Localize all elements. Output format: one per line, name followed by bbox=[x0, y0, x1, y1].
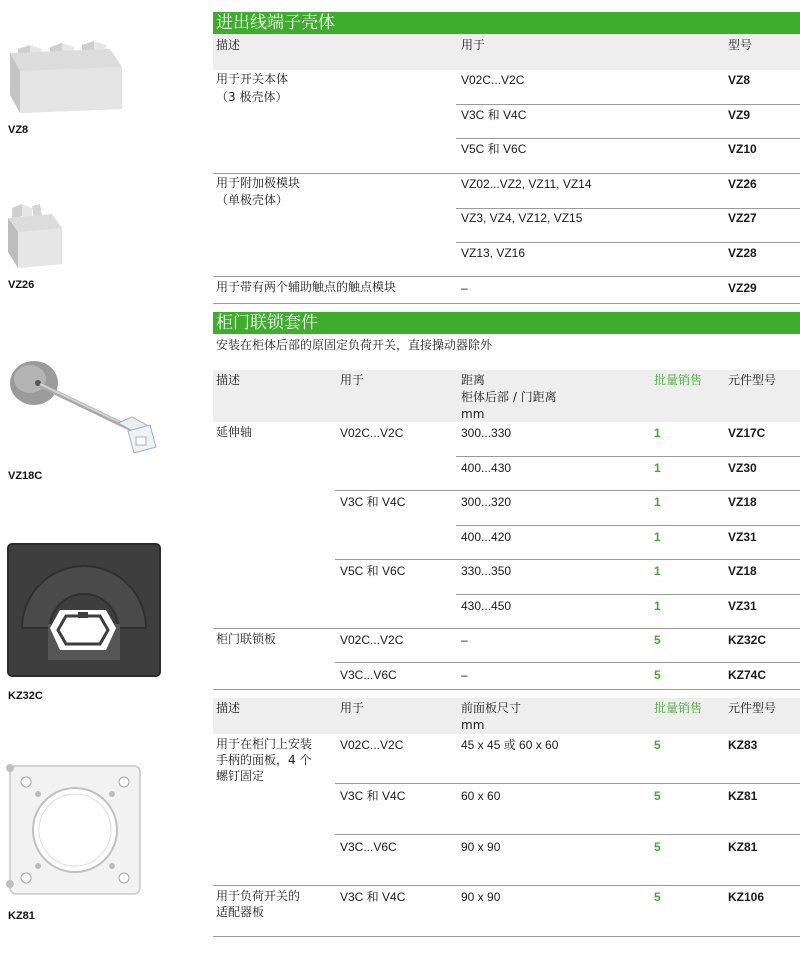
s1-row0-model: VZ8 bbox=[728, 73, 751, 87]
s1-rule-0 bbox=[456, 104, 800, 105]
s2-header-desc: 描述 bbox=[216, 373, 241, 387]
s2-header2-for: 用于 bbox=[340, 701, 365, 715]
vz18c-caption: VZ18C bbox=[8, 470, 43, 482]
s2-row2-dist: 300...320 bbox=[461, 495, 512, 509]
s2-rule-7 bbox=[213, 689, 800, 690]
vz26-image bbox=[0, 200, 70, 270]
s1-rule-2 bbox=[213, 173, 800, 174]
kz81-caption: KZ81 bbox=[8, 910, 35, 922]
s2b-row2-model: KZ81 bbox=[728, 840, 758, 854]
s2-header2-model: 元件型号 bbox=[728, 701, 777, 715]
s2b-row0-desc3: 螺钉固定 bbox=[216, 769, 265, 783]
s2b-rule-3 bbox=[213, 936, 800, 937]
s2-rule-1 bbox=[335, 490, 800, 491]
s2-row7-dist: – bbox=[461, 668, 468, 682]
s2-row6-qty: 5 bbox=[654, 633, 661, 647]
s2b-row0-model: KZ83 bbox=[728, 738, 758, 752]
s2-row4-for: V5C 和 V6C bbox=[340, 564, 406, 578]
s2-row1-qty: 1 bbox=[654, 461, 661, 475]
s2-header2-size2: mm bbox=[461, 718, 485, 732]
s2-row0-qty: 1 bbox=[654, 426, 661, 440]
s2b-row0-qty: 5 bbox=[654, 738, 661, 752]
vz26-caption: VZ26 bbox=[8, 279, 35, 291]
s2-row6-model: KZ32C bbox=[728, 633, 767, 647]
s2-row1-model: VZ30 bbox=[728, 461, 757, 475]
s1-row1-for: V3C 和 V4C bbox=[461, 108, 527, 122]
kz32c-caption: KZ32C bbox=[8, 690, 43, 702]
section1-header-band bbox=[213, 34, 800, 70]
s2-row0-dist: 300...330 bbox=[461, 426, 512, 440]
s2-header-model: 元件型号 bbox=[728, 373, 777, 387]
s2-header2-qty: 批量销售 bbox=[654, 701, 703, 715]
s2-row7-qty: 5 bbox=[654, 668, 661, 682]
s2-row4-qty: 1 bbox=[654, 564, 661, 578]
s2b-row0-for: V02C...V2C bbox=[340, 738, 404, 752]
s2-rule-4 bbox=[456, 594, 800, 595]
s2b-rule-1 bbox=[335, 834, 800, 835]
s2-row3-dist: 400...420 bbox=[461, 530, 512, 544]
s2-rule-5 bbox=[213, 628, 800, 629]
vz8-caption: VZ8 bbox=[8, 124, 29, 136]
s2b-row2-qty: 5 bbox=[654, 840, 661, 854]
s2-rule-6 bbox=[335, 662, 800, 663]
s2-row3-model: VZ31 bbox=[728, 530, 757, 544]
s2b-row0-size: 45 x 45 或 60 x 60 bbox=[461, 738, 559, 752]
s2-row2-for: V3C 和 V4C bbox=[340, 495, 406, 509]
s2-row5-model: VZ31 bbox=[728, 599, 757, 613]
s2-rule-0 bbox=[456, 456, 800, 457]
s1-row1-model: VZ9 bbox=[728, 108, 751, 122]
vz8-image bbox=[0, 35, 130, 120]
s1-rule-4 bbox=[456, 242, 800, 243]
s1-row2-for: V5C 和 V6C bbox=[461, 142, 527, 156]
s1-row0-for: V02C...V2C bbox=[461, 73, 525, 87]
s2b-rule-2 bbox=[213, 885, 800, 886]
s1-row3-desc2: （单极壳体） bbox=[216, 193, 289, 207]
s2-row7-for: V3C...V6C bbox=[340, 668, 397, 682]
s2-row0-model: VZ17C bbox=[728, 426, 766, 440]
s1-row4-model: VZ27 bbox=[728, 211, 757, 225]
s1-row3-model: VZ26 bbox=[728, 177, 757, 191]
section1-header-desc: 描述 bbox=[216, 38, 241, 52]
s2-row1-dist: 400...430 bbox=[461, 461, 512, 475]
s2-row6-desc: 柜门联锁板 bbox=[216, 632, 277, 646]
s2-row6-for: V02C...V2C bbox=[340, 633, 404, 647]
s2-rule-2 bbox=[456, 525, 800, 526]
s1-row6-desc1: 用于带有两个辅助触点的触点模块 bbox=[216, 280, 397, 294]
s2b-rule-0 bbox=[335, 783, 800, 784]
kz81-image bbox=[0, 760, 150, 900]
s2-rule-3 bbox=[335, 559, 800, 560]
s2b-row3-for: V3C 和 V4C bbox=[340, 890, 406, 904]
s2b-row1-model: KZ81 bbox=[728, 789, 758, 803]
s2-header-qty: 批量销售 bbox=[654, 373, 703, 387]
s2b-row2-for: V3C...V6C bbox=[340, 840, 397, 854]
s2-row7-model: KZ74C bbox=[728, 668, 767, 682]
s1-row3-desc1: 用于附加极模块 bbox=[216, 176, 301, 190]
s1-row6-model: VZ29 bbox=[728, 281, 757, 295]
s2-header2-size1: 前面板尺寸 bbox=[461, 701, 522, 715]
s2b-row1-qty: 5 bbox=[654, 789, 661, 803]
s2b-row3-qty: 5 bbox=[654, 890, 661, 904]
s2-row2-model: VZ18 bbox=[728, 495, 757, 509]
s2-row2-qty: 1 bbox=[654, 495, 661, 509]
s2-row5-qty: 1 bbox=[654, 599, 661, 613]
s2-row0-desc: 延伸轴 bbox=[216, 425, 253, 439]
s2b-row2-size: 90 x 90 bbox=[461, 840, 501, 854]
s2b-row1-for: V3C 和 V4C bbox=[340, 789, 406, 803]
section1-title: 进出线端子壳体 bbox=[213, 12, 800, 34]
section1-header-for: 用于 bbox=[461, 38, 486, 52]
s1-row0-desc2: （3 极壳体） bbox=[216, 90, 288, 104]
s1-row4-for: VZ3, VZ4, VZ12, VZ15 bbox=[461, 211, 583, 225]
s2b-row3-desc2: 适配器板 bbox=[216, 905, 265, 919]
section1-header-model: 型号 bbox=[728, 38, 753, 52]
s2b-row3-desc1: 用于负荷开关的 bbox=[216, 889, 301, 903]
s1-row6-for: – bbox=[461, 281, 468, 295]
s1-row3-for: VZ02...VZ2, VZ11, VZ14 bbox=[461, 177, 592, 191]
s1-row2-model: VZ10 bbox=[728, 142, 757, 156]
s2-row4-model: VZ18 bbox=[728, 564, 757, 578]
section2-subtitle: 安装在柜体后部的原固定负荷开关，直接操动器除外 bbox=[216, 338, 493, 352]
vz18c-image bbox=[0, 355, 185, 460]
s2-row5-dist: 430...450 bbox=[461, 599, 512, 613]
s2-header-for: 用于 bbox=[340, 373, 365, 387]
s2b-row0-desc1: 用于在柜门上安装 bbox=[216, 737, 313, 751]
s1-rule-6 bbox=[213, 303, 800, 304]
s1-row5-for: VZ13, VZ16 bbox=[461, 246, 526, 260]
s2b-row3-model: KZ106 bbox=[728, 890, 765, 904]
s2-row4-dist: 330...350 bbox=[461, 564, 512, 578]
s1-row0-desc1: 用于开关本体 bbox=[216, 72, 289, 86]
section2-title: 柜门联锁套件 bbox=[213, 312, 800, 334]
s2-row3-qty: 1 bbox=[654, 530, 661, 544]
s2b-row3-size: 90 x 90 bbox=[461, 890, 501, 904]
s2-header-dist1: 距离 bbox=[461, 373, 486, 387]
s1-rule-3 bbox=[456, 208, 800, 209]
s2-header-dist3: mm bbox=[461, 407, 485, 421]
s1-rule-5 bbox=[213, 276, 800, 277]
s2-header-dist2: 柜体后部 / 门距离 bbox=[461, 390, 557, 404]
kz32c-image bbox=[0, 540, 170, 680]
s1-row5-model: VZ28 bbox=[728, 246, 757, 260]
s2-header2-desc: 描述 bbox=[216, 701, 241, 715]
s2b-row0-desc2: 手柄的面板，4 个 bbox=[216, 753, 312, 767]
s2-row0-for: V02C...V2C bbox=[340, 426, 404, 440]
s2-row6-dist: – bbox=[461, 633, 468, 647]
s2b-row1-size: 60 x 60 bbox=[461, 789, 501, 803]
s1-rule-1 bbox=[456, 138, 800, 139]
